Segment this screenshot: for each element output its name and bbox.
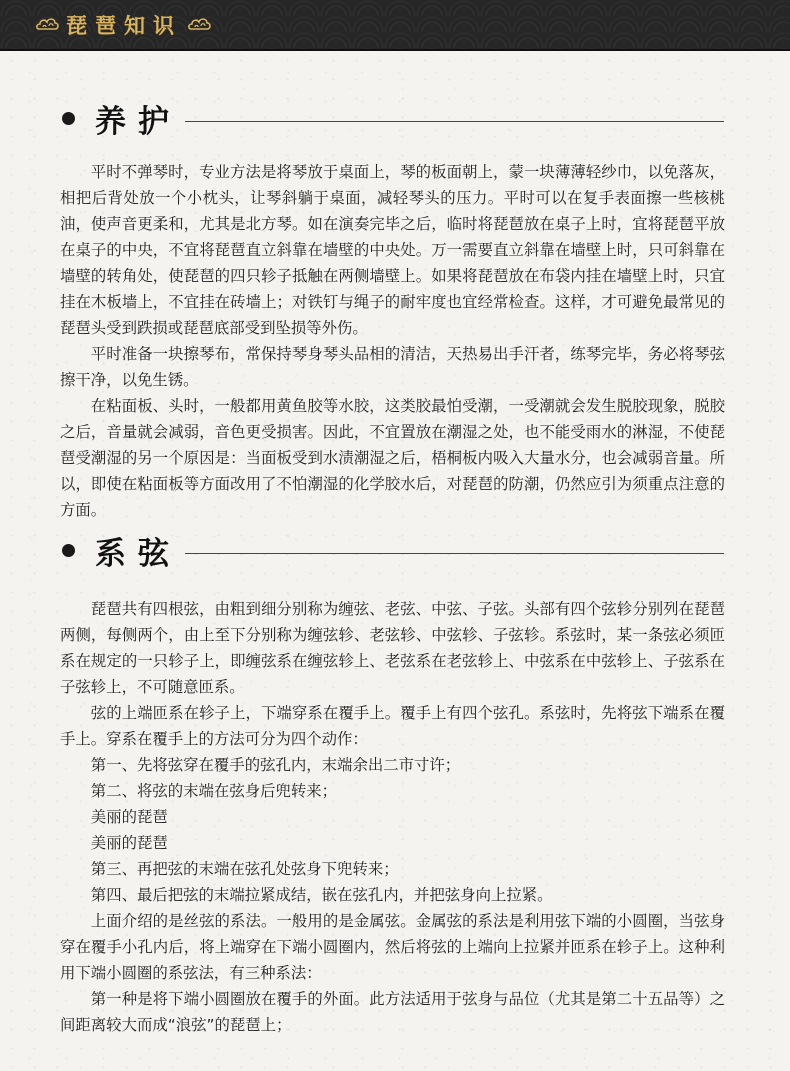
header-title: 琵琶知识 xyxy=(66,13,182,38)
bullet-dot xyxy=(62,544,75,557)
step-line: 第二、将弦的末端在弦身后兜转来； xyxy=(90,782,338,800)
heading-rule xyxy=(185,553,724,554)
paragraph: 第一种是将下端小圆圈放在覆手的外面。此方法适用于弦身与品位（尤其是第二十五品等）之间距离较大而成“浪弦”的琵琶上； xyxy=(60,990,725,1034)
auspicious-cloud-icon xyxy=(36,15,60,35)
section-body-stringing xyxy=(60,596,725,1038)
caption-line: 美丽的琵琶 xyxy=(90,808,168,826)
section-heading-stringing xyxy=(62,530,724,570)
section-title: 系弦 xyxy=(95,535,181,572)
paragraph: 弦的上端匝系在轸子上，下端穿系在覆手上。覆手上有四个弦孔。系弦时，先将弦下端系在覆手上。穿系在覆手上的方法可分为四个动作： xyxy=(60,704,725,748)
header-title-group xyxy=(36,8,212,42)
caption-line: 美丽的琵琶 xyxy=(90,834,168,852)
section-body-care xyxy=(60,159,725,523)
paragraph: 琵琶共有四根弦，由粗到细分别称为缠弦、老弦、中弦、子弦。头部有四个弦轸分别列在琵琶两侧，每侧两个，由上至下分别称为缠弦轸、老弦轸、中弦轸、子弦轸。系弦时，某一条弦必须匝系在规定的一只轸子上，即缠弦系在缠弦轸上、老弦系在老弦轸上、中弦系在中弦轸上、子弦系在子弦轸上，不可随意匝系。 xyxy=(60,600,725,696)
step-line: 第三、再把弦的末端在弦孔处弦身下兜转来； xyxy=(90,860,399,878)
step-line: 第一、先将弦穿在覆手的弦孔内，末端余出二市寸许； xyxy=(90,756,461,774)
paragraph: 在粘面板、头时，一般都用黄鱼胶等水胶，这类胶最怕受潮，一受潮就会发生脱胶现象，脱胶之后，音量就会减弱，音色更受损害。因此，不宜置放在潮湿之处，也不能受雨水的淋湿，不使琵琶受潮湿的另一个原因是：当面板受到水渍潮湿之后，梧桐板内吸入大量水分，也会减弱音量。所以，即使在粘面板等方面改用了不怕潮湿的化学胶水后，对琵琶的防潮，仍然应引为须重点注意的方面。 xyxy=(60,397,725,519)
section-title: 养护 xyxy=(95,103,181,140)
step-line: 第四、最后把弦的末端拉紧成结，嵌在弦孔内，并把弦身向上拉紧。 xyxy=(90,886,553,904)
bullet-dot xyxy=(62,112,75,125)
header-banner xyxy=(0,0,790,51)
auspicious-cloud-icon xyxy=(188,15,212,35)
section-heading-care xyxy=(62,98,724,138)
paragraph: 上面介绍的是丝弦的系法。一般用的是金属弦。金属弦的系法是利用弦下端的小圆圈，当弦身穿在覆手小孔内后，将上端穿在下端小圆圈内，然后将弦的上端向上拉紧并匝系在轸子上。这种利用下端小圆圈的系弦法，有三种系法： xyxy=(60,912,725,982)
paragraph: 平时准备一块擦琴布，常保持琴身琴头品相的清洁，天热易出手汗者，练琴完毕，务必将琴弦擦干净，以免生锈。 xyxy=(60,345,725,389)
paragraph: 平时不弹琴时，专业方法是将琴放于桌面上，琴的板面朝上，蒙一块薄薄轻纱巾，以免落灰，相把后背处放一个小枕头，让琴斜躺于桌面，减轻琴头的压力。平时可以在复手表面擦一些核桃油，使声音更柔和，尤其是北方琴。如在演奏完毕之后，临时将琵琶放在桌子上时，宜将琵琶平放在桌子的中央，不宜将琵琶直立斜靠在墙壁的中央处。万一需要直立斜靠在墙壁上时，只可斜靠在墙壁的转角处，使琵琶的四只轸子抵触在两侧墙壁上。如果将琵琶放在布袋内挂在墙壁上时，只宜挂在木板墙上，不宜挂在砖墙上；对铁钉与绳子的耐牢度也宜经常检查。这样，才可避免最常见的琵琶头受到跌损或琵琶底部受到坠损等外伤。 xyxy=(60,163,725,337)
heading-rule xyxy=(185,121,724,122)
